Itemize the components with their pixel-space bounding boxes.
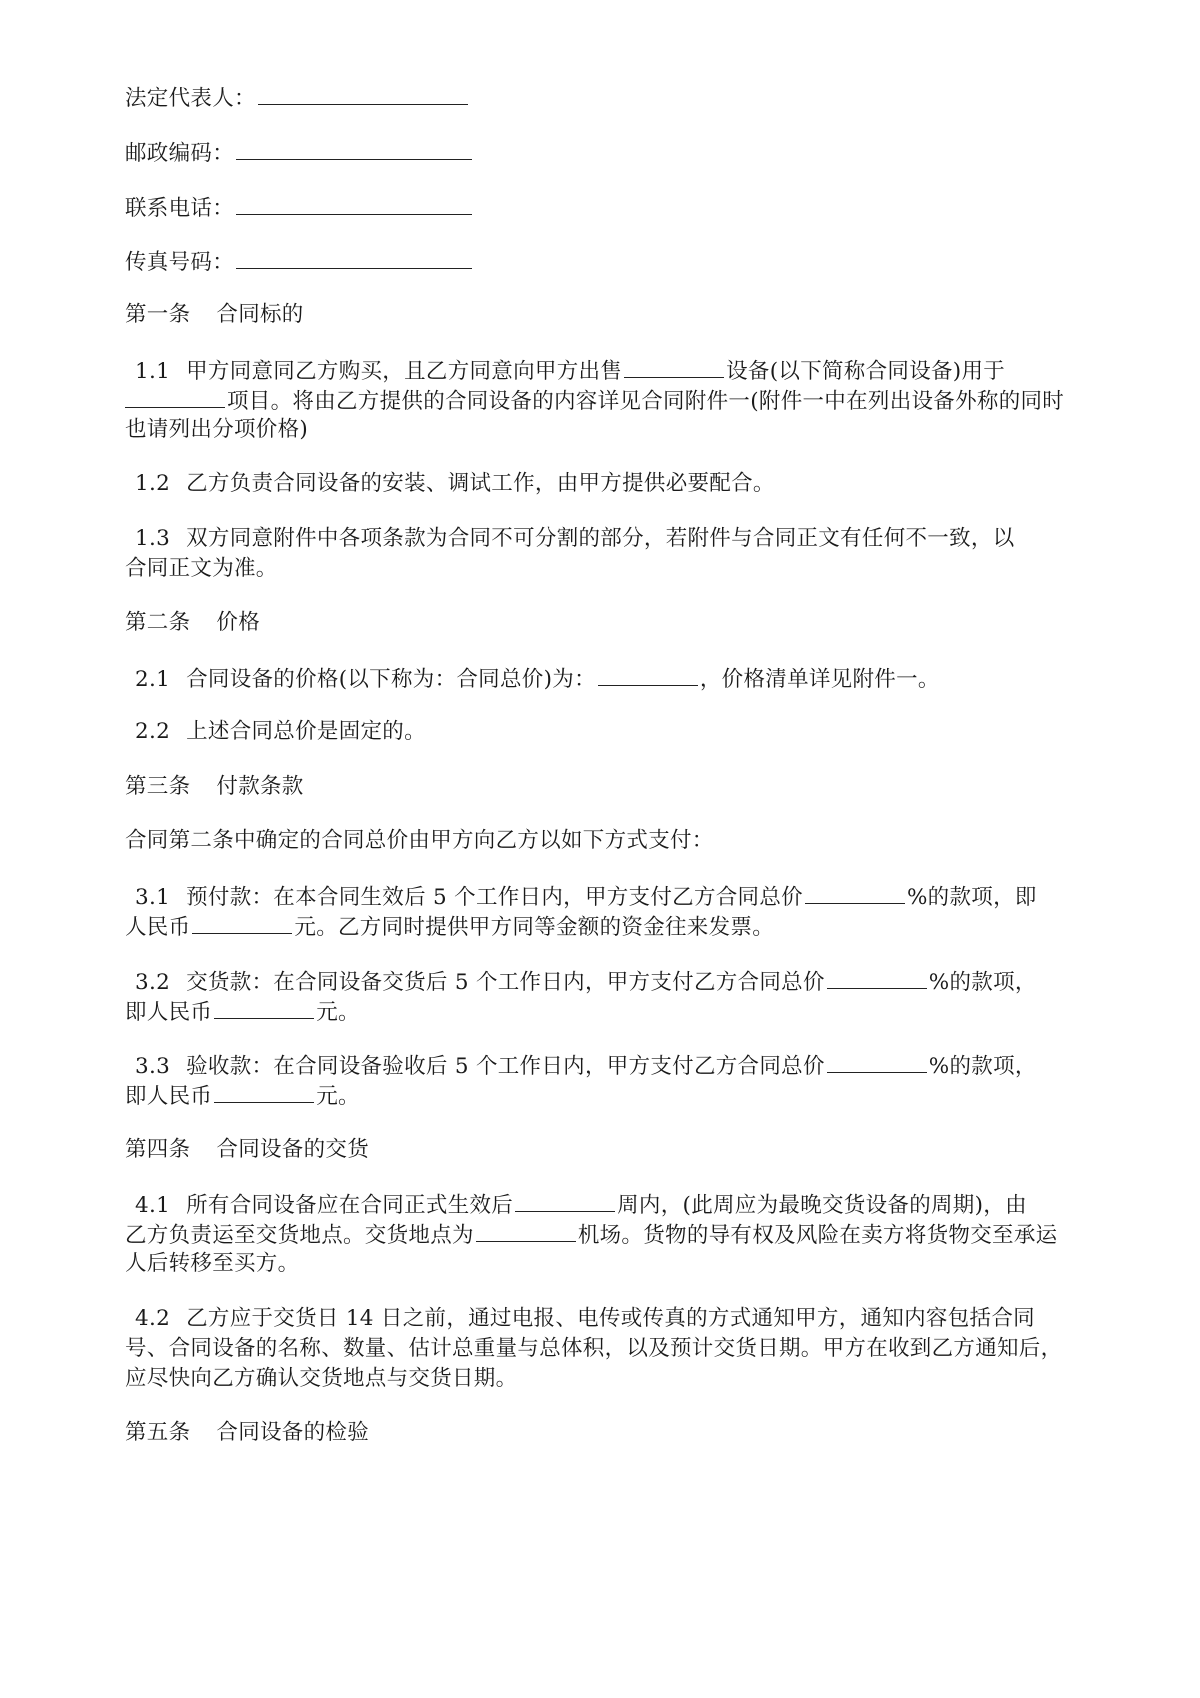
- clause-1-1-line-1: 1.1 甲方同意同乙方购买，且乙方同意向甲方出售 设备(以下简称合同设备)用于: [135, 355, 1005, 387]
- postal-code-label: 邮政编码：: [125, 141, 235, 166]
- acceptance-amount-blank: [214, 1080, 314, 1103]
- clause-3-1-line-1: 3.1 预付款：在本合同生效后 5 个工作日内，甲方支付乙方合同总价 %的款项，即: [135, 881, 1037, 913]
- acceptance-percent-blank: [827, 1050, 927, 1073]
- delivery-amount-blank: [214, 996, 314, 1019]
- legal-rep-field: [125, 82, 470, 114]
- advance-amount-blank: [192, 911, 292, 934]
- clause-3-1-line-2: 人民币 元。乙方同时提供甲方同等金额的资金往来发票。: [125, 911, 774, 943]
- clause-4-2-line-3: 应尽快向乙方确认交货地点与交货日期。: [125, 1366, 518, 1391]
- weeks-blank: [515, 1189, 615, 1212]
- clause-4-1-line-3: 人后转移至买方。: [125, 1251, 300, 1276]
- clause-1-1-line-3: 也请列出分项价格): [125, 417, 309, 442]
- equipment-blank: [624, 355, 724, 378]
- clause-2-2: 2.2 上述合同总价是固定的。: [135, 719, 426, 744]
- fax-label: 传真号码：: [125, 250, 235, 275]
- fax-blank: [236, 246, 472, 269]
- legal-rep-label: 法定代表人：: [125, 86, 256, 111]
- article-5-heading: 第五条 合同设备的检验: [125, 1420, 370, 1445]
- airport-blank: [476, 1219, 576, 1242]
- clause-1-1-line-2: 项目。将由乙方提供的合同设备的内容详见合同附件一(附件一中在列出设备外称的同时: [125, 385, 1064, 417]
- clause-2-1: 2.1 合同设备的价格(以下称为：合同总价)为： ，价格清单详见附件一。: [135, 663, 940, 695]
- postal-code-blank: [236, 137, 472, 160]
- article-1-heading: 第一条 合同标的: [125, 302, 304, 327]
- clause-3-3-line-1: 3.3 验收款：在合同设备验收后 5 个工作日内，甲方支付乙方合同总价 %的款项，: [135, 1050, 1037, 1082]
- advance-percent-blank: [805, 881, 905, 904]
- total-price-blank: [598, 663, 698, 686]
- fax-field: [125, 246, 474, 278]
- clause-4-1-line-2: 乙方负责运至交货地点。交货地点为 机场。货物的导有权及风险在卖方将货物交至承运: [125, 1219, 1057, 1251]
- clause-3-3-line-2: 即人民币 元。: [125, 1080, 360, 1112]
- clause-3-2-line-2: 即人民币 元。: [125, 996, 360, 1028]
- article-2-heading: 第二条 价格: [125, 610, 261, 635]
- clause-1-2: 1.2 乙方负责合同设备的安装、调试工作，由甲方提供必要配合。: [135, 471, 775, 496]
- clause-4-1-line-1: 4.1 所有合同设备应在合同正式生效后 周内，(此周应为最晚交货设备的周期)，由: [135, 1189, 1027, 1221]
- phone-blank: [236, 192, 472, 215]
- legal-rep-blank: [258, 82, 468, 105]
- phone-label: 联系电话：: [125, 196, 235, 221]
- delivery-percent-blank: [827, 966, 927, 989]
- project-blank: [125, 385, 225, 408]
- clause-3-2-line-1: 3.2 交货款：在合同设备交货后 5 个工作日内，甲方支付乙方合同总价 %的款项，: [135, 966, 1037, 998]
- article-3-heading: 第三条 付款条款: [125, 774, 304, 799]
- clause-1-3-line-2: 合同正文为准。: [125, 556, 278, 581]
- clause-4-2-line-2: 号、合同设备的名称、数量、估计总重量与总体积，以及预计交货日期。甲方在收到乙方通知后，: [125, 1336, 1063, 1361]
- phone-field: [125, 192, 474, 224]
- article-3-intro: 合同第二条中确定的合同总价由甲方向乙方以如下方式支付：: [125, 828, 714, 853]
- clause-1-3-line-1: 1.3 双方同意附件中各项条款为合同不可分割的部分，若附件与合同正文有任何不一致，以: [135, 526, 1015, 551]
- article-4-heading: 第四条 合同设备的交货: [125, 1137, 370, 1162]
- clause-4-2-line-1: 4.2 乙方应于交货日 14 日之前，通过电报、电传或传真的方式通知甲方，通知内容包括合同: [135, 1306, 1035, 1331]
- postal-code-field: [125, 137, 474, 169]
